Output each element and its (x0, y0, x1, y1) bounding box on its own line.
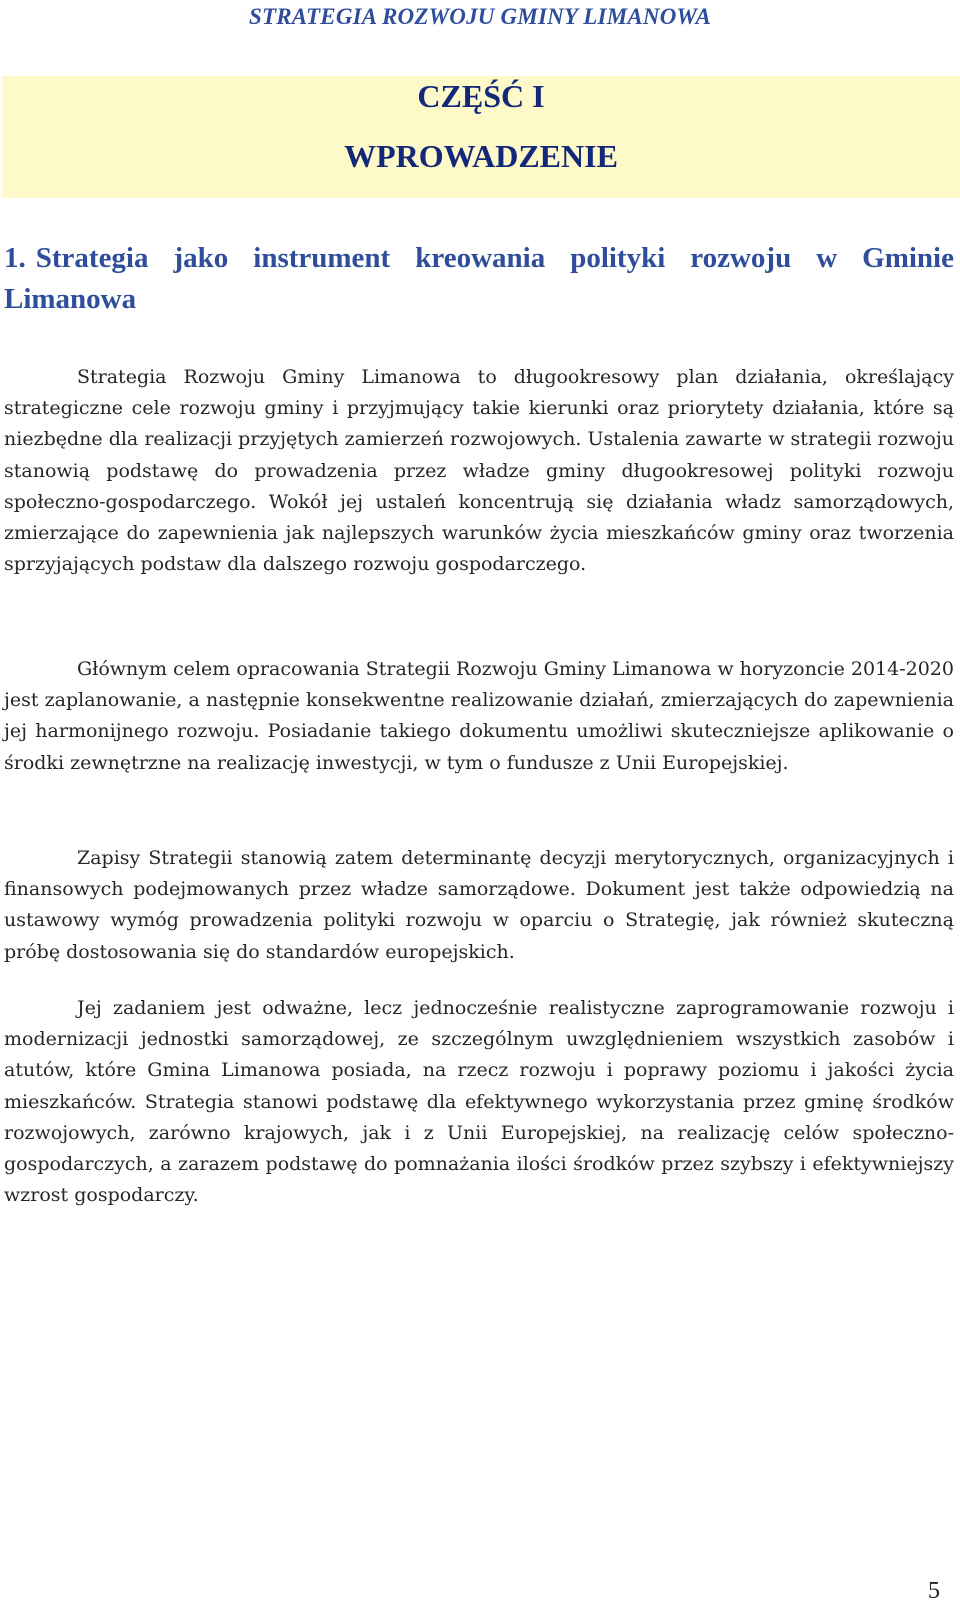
part-banner (2, 76, 960, 198)
section-heading (4, 238, 954, 320)
part-title: WPROWADZENIE (344, 138, 618, 174)
paragraph-1: Strategia Rozwoju Gminy Limanowa to długookresowy plan działania, określający strategiczne cele rozwoju gminy i przyjmujący takie kierunki oraz priorytety działania, które są niezbędne dla realizacji przyjętych zamierzeń rozwojowych. Ustalenia zawarte w strategii rozwoju stanowią podstawę do prowadzenia przez władze gminy długookresowej polityki rozwoju społeczno-gospodarczego. Wokół jej ustaleń koncentrują się działania władz samorządowych, zmierzające do zapewnienia jak najlepszych warunków życia mieszkańców gminy oraz tworzenia sprzyjających podstaw dla dalszego rozwoju gospodarczego. (4, 366, 954, 576)
paragraph-2: Głównym celem opracowania Strategii Rozwoju Gminy Limanowa w horyzoncie 2014-2020 jest zaplanowanie, a następnie konsekwentne realizowanie działań, zmierzających do zapewnienia jej harmonijnego rozwoju. Posiadanie takiego dokumentu umożliwi skuteczniejsze aplikowanie o środki zewnętrzne na realizację inwestycji, w tym o fundusze z Unii Europejskiej. (4, 658, 954, 774)
section-number: 1. (4, 242, 26, 274)
part-number: CZĘŚĆ I (417, 78, 545, 114)
paragraph-4: Jej zadaniem jest odważne, lecz jednocześnie realistyczne zaprogramowanie rozwoju i modernizacji jednostki samorządowej, ze szczególnym uwzględnieniem wszystkich zasobów i atutów, które Gmina Limanowa posiada, na rzecz rozwoju i poprawy poziomu i jakości życia mieszkańców. Strategia stanowi podstawę dla efektywnego wykorzystania przez gminę środków rozwojowych, zarówno krajowych, jak i z Unii Europejskiej, na realizację celów społeczno-gospodarczych, a zarazem podstawę do pomnażania ilości środków przez szybszy i efektywniejszy wzrost gospodarczy. (4, 997, 954, 1207)
paragraph-3: Zapisy Strategii stanowią zatem determinantę decyzji merytorycznych, organizacyjnych i finansowych podejmowanych przez władze samorządowe. Dokument jest także odpowiedzią na ustawowy wymóg prowadzenia polityki rozwoju w oparciu o Strategię, jak również skuteczną próbę dostosowania się do standardów europejskich. (4, 847, 954, 963)
page-number: 5 (928, 1578, 940, 1604)
section-title: Strategia jako instrument kreowania polityki rozwoju w Gminie Limanowa (4, 242, 954, 315)
running-header: STRATEGIA ROZWOJU GMINY LIMANOWA (248, 4, 711, 29)
